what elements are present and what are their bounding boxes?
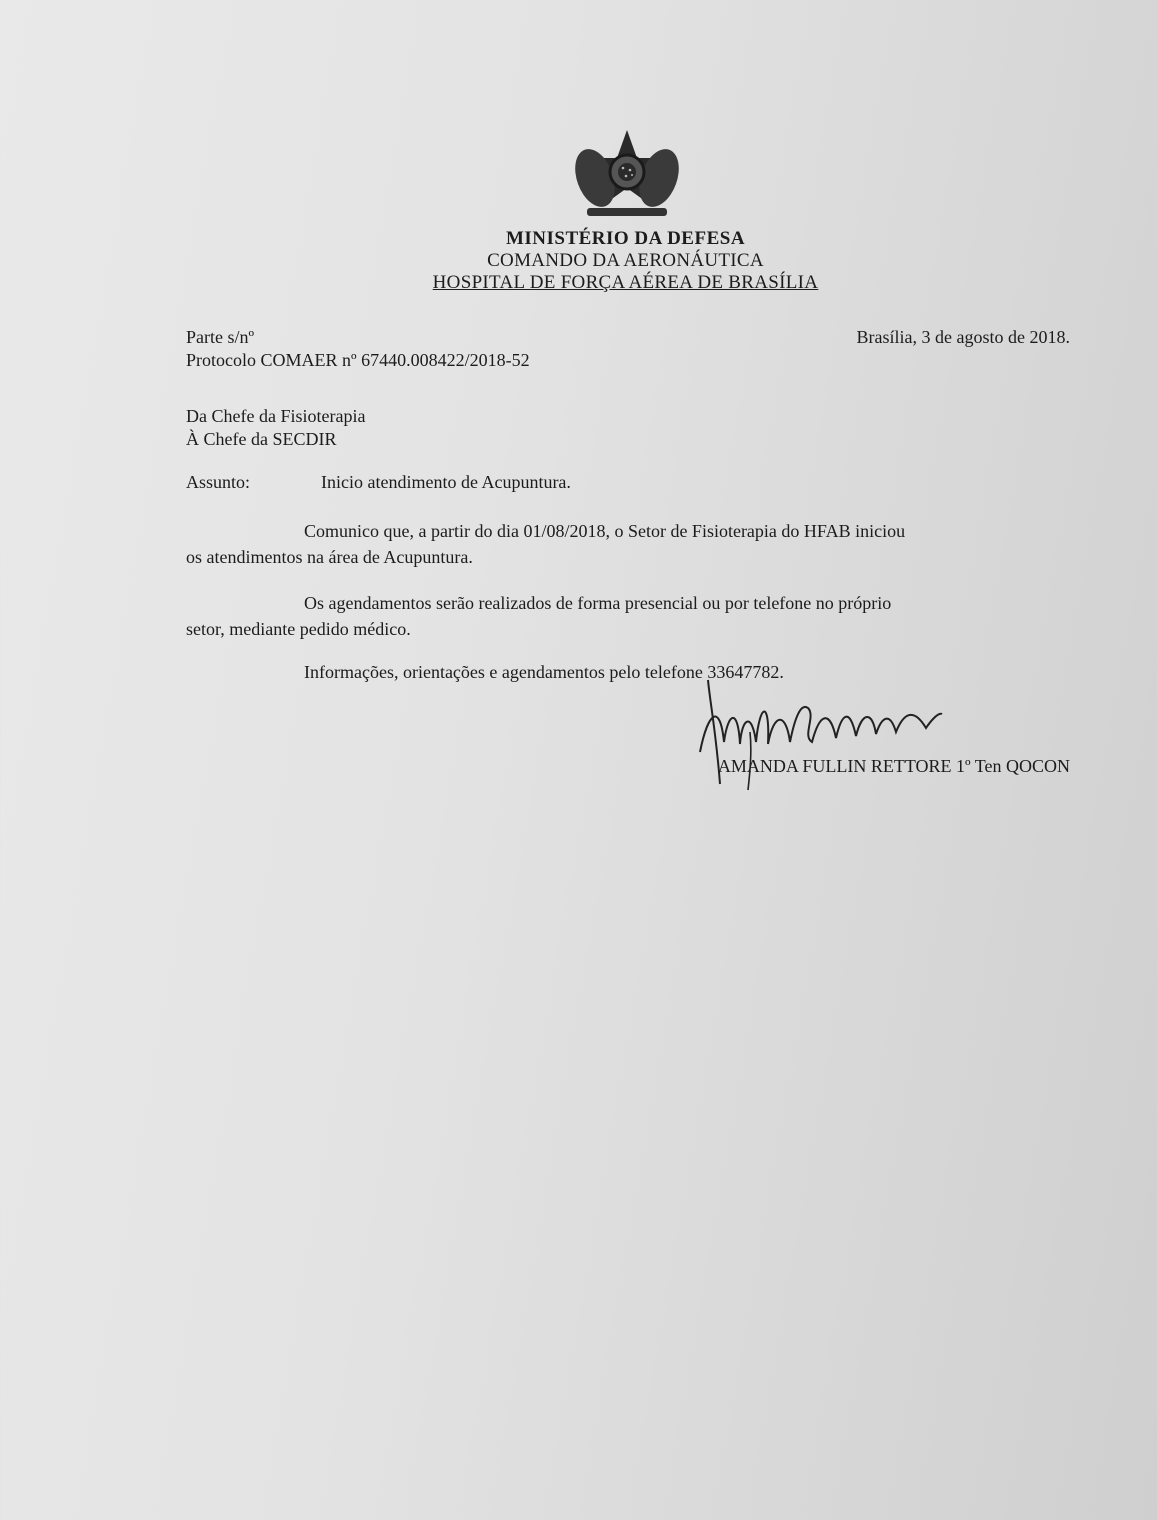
handwritten-signature-icon (690, 672, 950, 802)
ministry-heading: MINISTÉRIO DA DEFESA (505, 228, 746, 249)
coat-of-arms-seal-icon (573, 128, 681, 224)
recipient: À Chefe da SECDIR (186, 429, 337, 449)
protocol-number: Protocolo COMAER nº 67440.008422/2018-52 (186, 350, 530, 370)
command-heading: COMANDO DA AERONÁUTICA (487, 250, 764, 271)
paragraph-1-line-1: Comunico que, a partir do dia 01/08/2018, o Setor de Fisioterapia do HFAB iniciou (304, 521, 906, 541)
sender: Da Chefe da Fisioterapia (186, 406, 366, 426)
paragraph-1 (186, 518, 1070, 570)
hospital-heading: HOSPITAL DE FORÇA AÉREA DE BRASÍLIA (432, 272, 819, 293)
paragraph-2-line-1: Os agendamentos serão realizados de forma presencial ou por telefone no próprio (304, 593, 892, 613)
paragraph-1-line-2: os atendimentos na área de Acupuntura. (186, 547, 473, 567)
parte-number: Parte s/nº (186, 327, 255, 347)
subject-label: Assunto: (186, 472, 251, 492)
document-date: Brasília, 3 de agosto de 2018. (856, 327, 1070, 347)
subject-text: Inicio atendimento de Acupuntura. (321, 472, 571, 492)
paragraph-2-line-2: setor, mediante pedido médico. (186, 619, 411, 639)
paragraph-2 (186, 590, 1070, 642)
signatory-name: AMANDA FULLIN RETTORE 1º Ten QOCON (717, 756, 1070, 776)
paragraph-3: Informações, orientações e agendamentos pelo telefone 33647782. (304, 662, 784, 682)
